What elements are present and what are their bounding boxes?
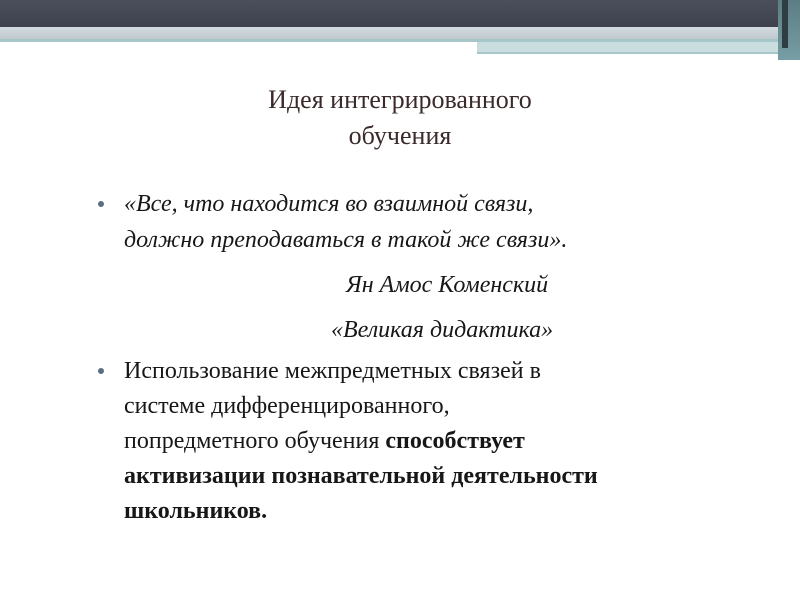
statement-line-4: [124, 459, 756, 494]
header-accent-bar: [477, 42, 778, 52]
bullet-dot-icon: [98, 368, 104, 374]
statement-line-5-bold: школьников.: [124, 498, 268, 524]
bullet-quote: [96, 186, 756, 348]
statement-line-3-bold: способствует: [385, 428, 525, 454]
quote-line-1: «Все, что находится во взаимной связи,: [124, 191, 534, 217]
statement-line-2: системе дифференцированного,: [124, 393, 450, 419]
statement-line-1: Использование межпредметных связей в: [124, 358, 541, 384]
statement-line-3: [124, 424, 756, 459]
bullet-statement: [96, 354, 756, 529]
slide-title-line-1: Идея интегрированного: [268, 85, 532, 114]
quote-source: «Великая дидактика»: [331, 317, 554, 343]
statement-line-4-bold: активизации познавательной деятельности: [124, 463, 598, 489]
header-accent-line: [477, 52, 778, 54]
bullet-dot-icon: [98, 201, 104, 207]
slide-body: [96, 186, 756, 529]
header-band-light: [0, 27, 800, 39]
slide-title-line-2: обучения: [348, 121, 452, 150]
statement-line-5: [124, 494, 756, 529]
quote-author: Ян Амос Коменский: [346, 272, 549, 298]
header-corner-stripe: [782, 0, 788, 48]
header-band-dark: [0, 0, 800, 27]
quote-line-2: должно преподаваться в такой же связи».: [124, 227, 568, 253]
statement-line-3-regular: попредметного обучения: [124, 428, 386, 454]
slide-title: [195, 82, 605, 154]
